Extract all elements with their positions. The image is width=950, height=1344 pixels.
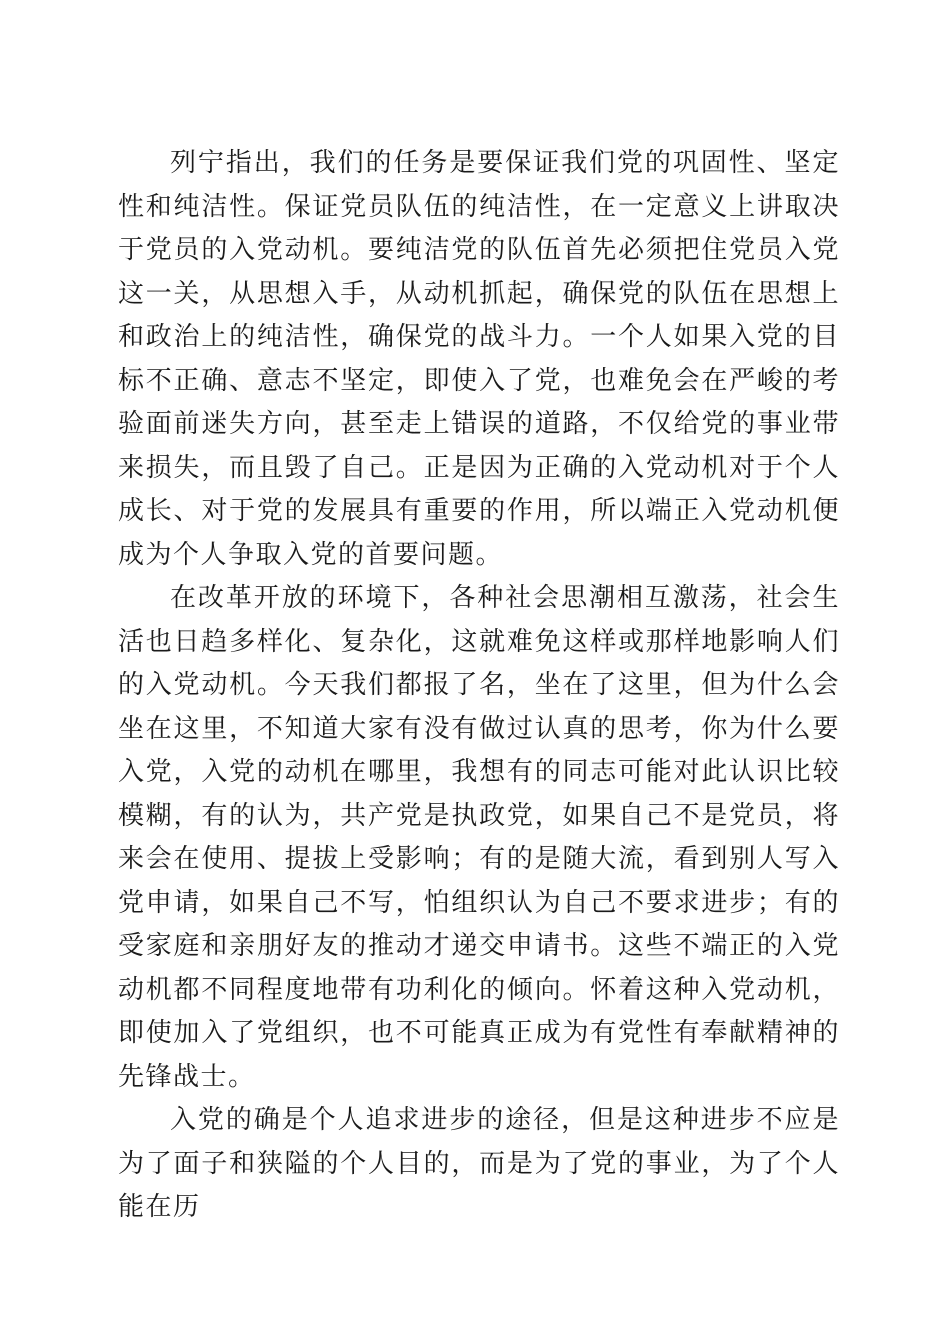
- paragraph-1: 列宁指出，我们的任务是要保证我们党的巩固性、坚定性和纯洁性。保证党员队伍的纯洁性，在一定意义上讲取决于党员的入党动机。要纯洁党的队伍首先必须把住党员入党这一关，从思想入手，从动机抓起，确保党的队伍在思想上和政治上的纯洁性，确保党的战斗力。一个人如果入党的目标不正确、意志不坚定，即使入了党，也难免会在严峻的考验面前迷失方向，甚至走上错误的道路，不仅给党的事业带来损失，而且毁了自己。正是因为正确的入党动机对于个人成长、对于党的发展具有重要的作用，所以端正入党动机便成为个人争取入党的首要问题。: [118, 148, 840, 570]
- paragraph-3: 入党的确是个人追求进步的途径，但是这种进步不应是为了面子和狭隘的个人目的，而是为了党的事业，为了个人能在历: [118, 1105, 840, 1222]
- body-text: [118, 142, 840, 1230]
- paragraph-2: 在改革开放的环境下，各种社会思潮相互激荡，社会生活也日趋多样化、复杂化，这就难免这样或那样地影响人们的入党动机。今天我们都报了名，坐在了这里，但为什么会坐在这里，不知道大家有没有做过认真的思考，你为什么要入党，入党的动机在哪里，我想有的同志可能对此认识比较模糊，有的认为，共产党是执政党，如果自己不是党员，将来会在使用、提拔上受影响；有的是随大流，看到别人写入党申请，如果自己不写，怕组织认为自己不要求进步；有的受家庭和亲朋好友的推动才递交申请书。这些不端正的入党动机都不同程度地带有功利化的倾向。怀着这种入党动机，即使加入了党组织，也不可能真正成为有党性有奉献精神的先锋战士。: [118, 583, 840, 1092]
